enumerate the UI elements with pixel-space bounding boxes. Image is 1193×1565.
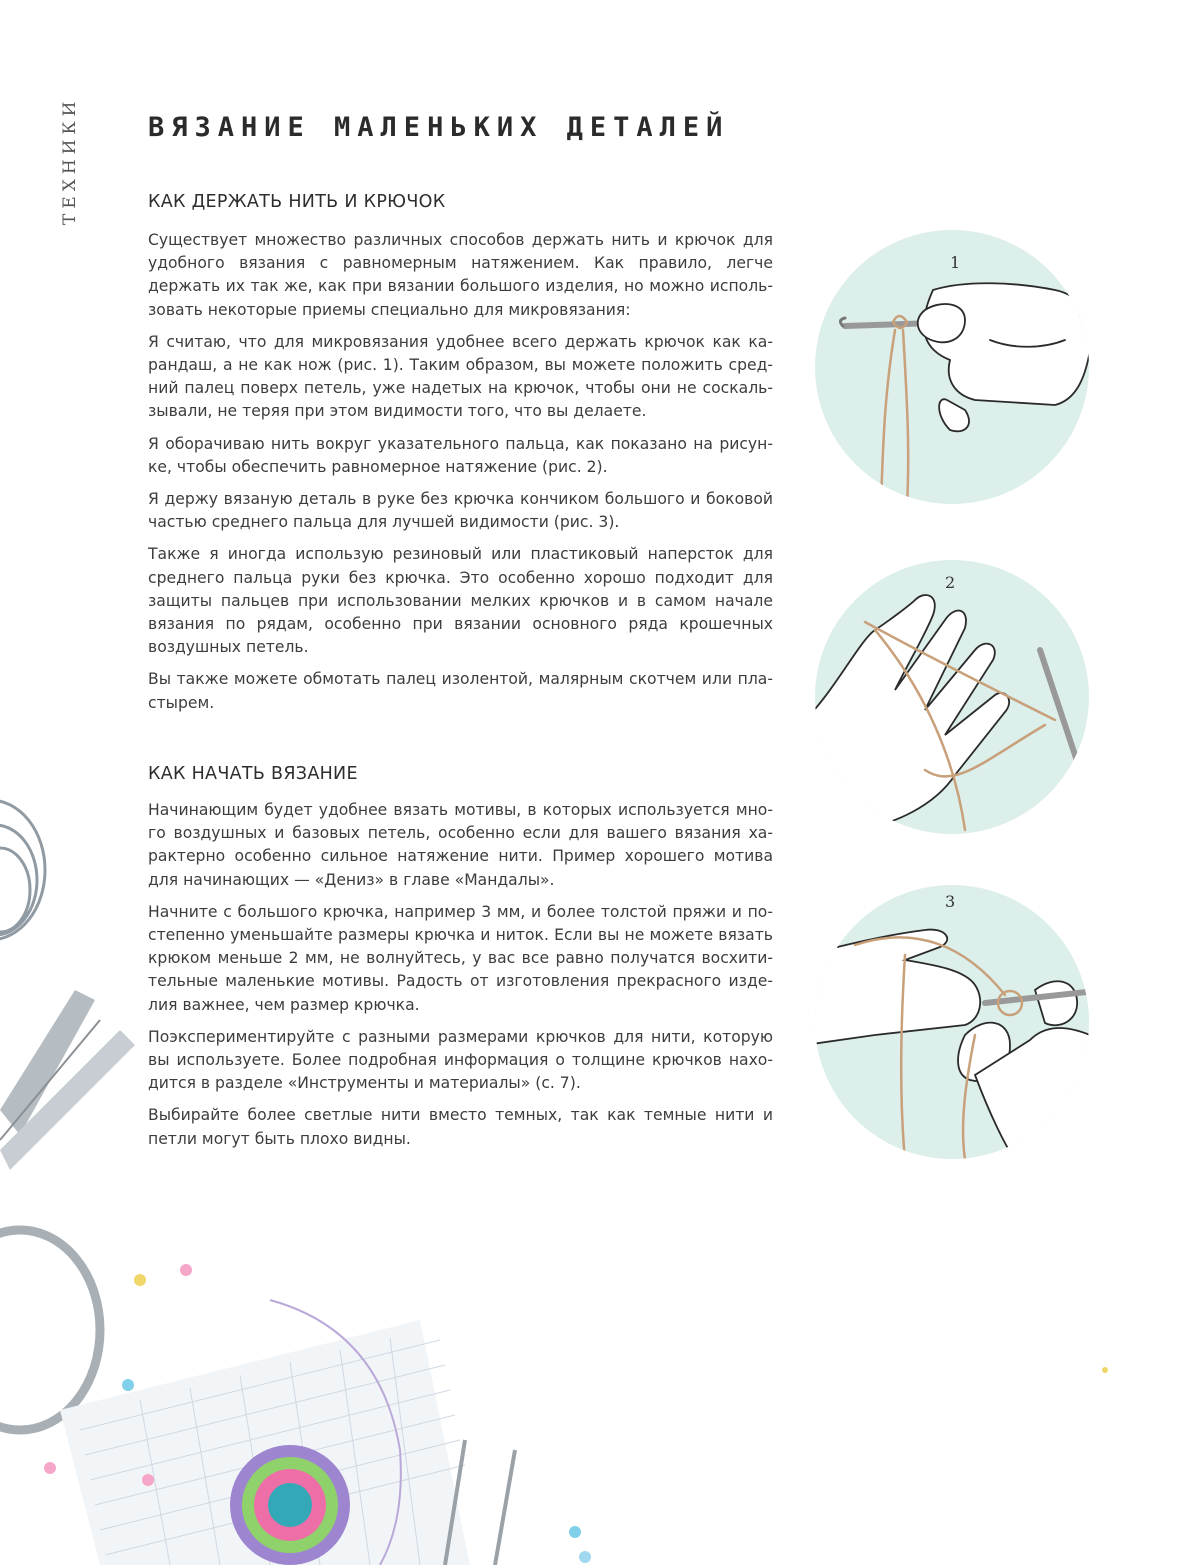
paragraph: Существует множество различных способов держать нить и крючок для удобного вязания с равномерным натяжением. Как правило, легче держать их так же, как при вязании большого изделия, но можно использовать некоторые приемы специально для микровязания: xyxy=(148,231,773,319)
section-heading-hold: КАК ДЕРЖАТЬ НИТЬ И КРЮЧОК xyxy=(148,192,446,212)
chapter-side-label: ТЕХНИКИ xyxy=(60,96,80,225)
crochet-motif xyxy=(230,1445,350,1565)
figure-2-illustration xyxy=(815,560,1090,835)
section-text-hold xyxy=(148,229,773,724)
figure-number: 3 xyxy=(945,892,956,911)
paragraph: Также я иногда использую резиновый или пластиковый наперсток для среднего пальца руки без крючка. Это особенно хорошо подходит для защиты пальцев при использовании мелких крючков и в самом начале вязания по рядам, особенно при вязании основного ряда крошечных воздушных петель. xyxy=(148,545,773,657)
paragraph: Выбирайте более светлые нити вместо темных, так как темные нити и петли могут быть плохо видны. xyxy=(148,1106,773,1148)
metal-ring xyxy=(0,1230,100,1430)
paragraph: Начните с большого крючка, например 3 мм, и более толстой пряжи и постепенно уменьшайте размеры крючка и ниток. Если вы не можете вязать крюком меньше 2 мм, не волнуйтесь, у вас все равно получатся восхитительные маленькие мотивы. Радость от изготовления прекрасного изделия важнее, чем размер крючка. xyxy=(148,902,773,1014)
page-title: ВЯЗАНИЕ МАЛЕНЬКИХ ДЕТАЛЕЙ xyxy=(148,112,730,143)
figure-1-illustration xyxy=(815,230,1090,505)
paragraph: Я держу вязаную деталь в руке без крючка кончиком большого и боковой частью среднего пальца для лучшей видимости (рис. 3). xyxy=(148,490,773,532)
section-heading-start: КАК НАЧАТЬ ВЯЗАНИЕ xyxy=(148,764,358,784)
paragraph: Я оборачиваю нить вокруг указательного пальца, как показано на рисунке, чтобы обеспечить равномерное натяжение (рис. 2). xyxy=(148,434,773,476)
paragraph: Начинающим будет удобнее вязать мотивы, в которых используется много воздушных и базовых петель, особенно если для вашего вязания характерно особенно сильное натяжение нити. Пример хорошего мотива для начинающих — «Дениз» в главе «Мандалы». xyxy=(148,801,773,889)
paragraph: Я считаю, что для микровязания удобнее всего держать крючок как карандаш, а не как нож (рис. 1). Таким образом, вы можете положить средний палец поверх петель, уже надетых на крючок, чтобы они не соскальзывали, не теряя при этом видимости того, что вы делаете. xyxy=(148,332,773,421)
paragraph: Вы также можете обмотать палец изолентой, малярным скотчем или пластырем. xyxy=(148,670,773,712)
wire-coil xyxy=(0,800,45,940)
paragraph: Поэкспериментируйте с разными размерами крючков для нити, которую вы используете. Более подробная информация о толщине крючков находится в разделе «Инструменты и материалы» (с. 7). xyxy=(148,1027,773,1093)
figure-number: 1 xyxy=(950,253,961,272)
figure-number: 2 xyxy=(945,573,956,592)
section-text-start xyxy=(148,799,773,1160)
figure-3-illustration xyxy=(815,885,1090,1160)
scissors-left xyxy=(0,990,135,1170)
